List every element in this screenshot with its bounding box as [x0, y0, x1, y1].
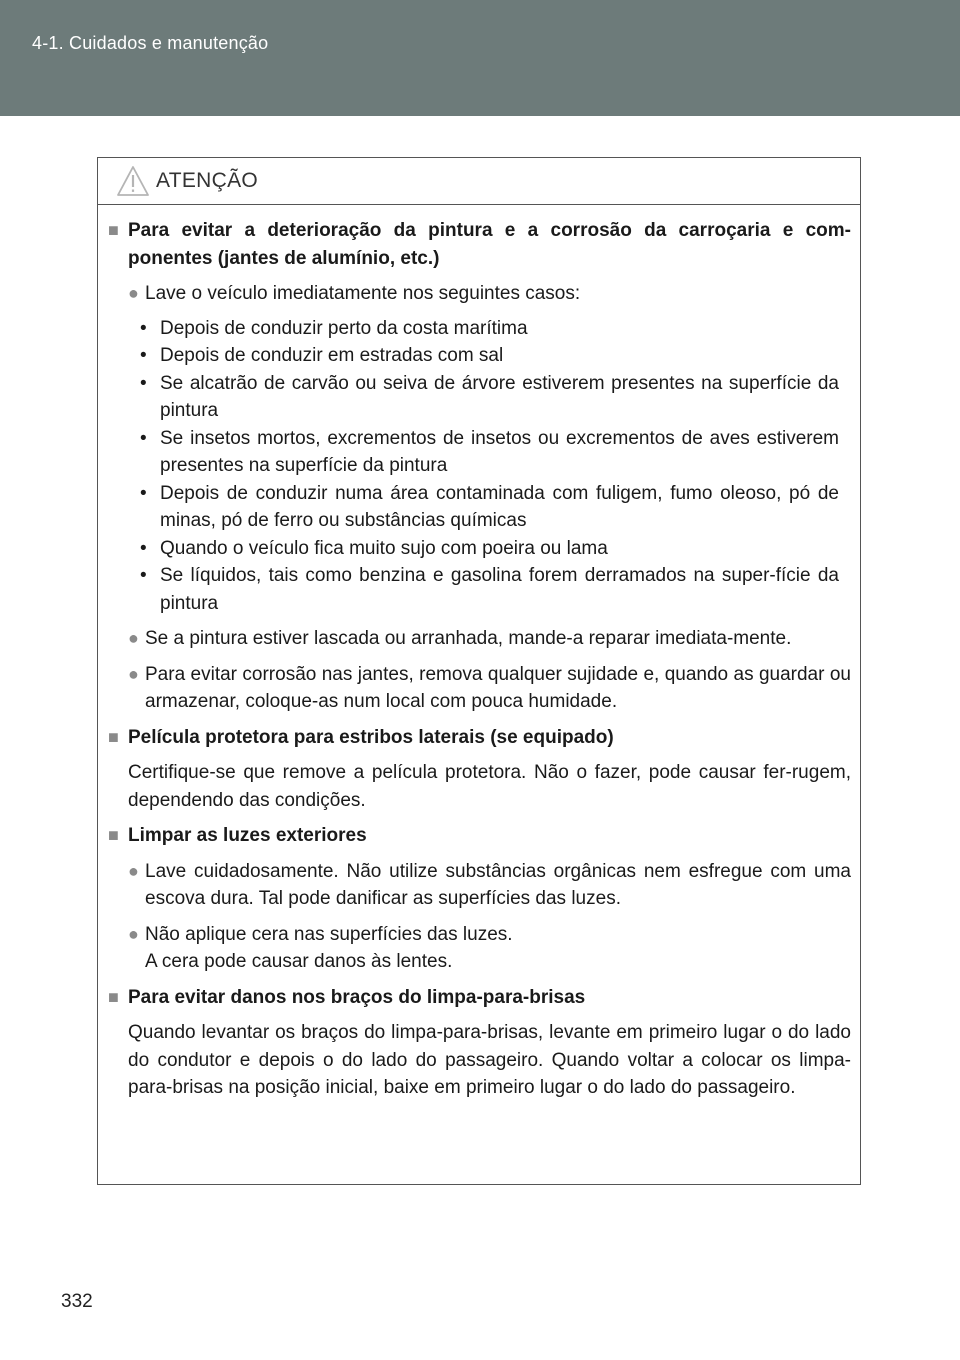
list-item: ● Não aplique cera nas superfícies das luzes. A cera pode causar danos às lentes.	[128, 921, 851, 976]
page-number: 332	[61, 1291, 93, 1312]
paragraph: Quando levantar os braços do limpa-para-brisas, levante em primeiro lugar o do lado do condutor e depois o do lado do passageiro. Quando voltar a colocar os limpa-para-brisas na posição inicial, baixe em primeiro lugar o do lado do passageiro.	[128, 1022, 851, 1098]
circle-bullet-icon: ●	[128, 628, 139, 648]
section-heading: ■ Para evitar a deterioração da pintura e a corrosão da carroçaria e com-ponentes (jantes de alumínio, etc.)	[108, 217, 851, 272]
warning-header	[98, 158, 860, 205]
circle-bullet-icon: ●	[128, 663, 139, 684]
circle-bullet-icon: ●	[128, 923, 139, 944]
paragraph: Certifique-se que remove a película protetora. Não o fazer, pode causar fer-rugem, dependendo das condições.	[128, 762, 851, 811]
section-heading: ■ Limpar as luzes exteriores	[108, 822, 851, 850]
sub-list-item: • Se insetos mortos, excrementos de insetos ou excrementos de aves estiverem presentes na superfície da pintura	[140, 427, 839, 476]
warning-title: ATENÇÃO	[156, 169, 259, 192]
square-bullet-icon: ■	[108, 825, 119, 845]
list-item: ● Se a pintura estiver lascada ou arranhada, mande-a reparar imediata-mente.	[128, 625, 851, 653]
sub-list-item: • Depois de conduzir numa área contaminada com fuligem, fumo oleoso, pó de minas, pó de ferro ou substâncias químicas	[140, 482, 839, 531]
square-bullet-icon: ■	[108, 220, 119, 240]
warning-body	[98, 205, 860, 1102]
section-title: 4-1. Cuidados e manutenção	[32, 33, 269, 53]
header-band	[0, 0, 960, 116]
square-bullet-icon: ■	[108, 726, 119, 747]
sub-list-item: • Quando o veículo fica muito sujo com poeira ou lama	[140, 537, 608, 559]
section-heading: ■ Película protetora para estribos laterais (se equipado)	[108, 724, 851, 752]
list-item: ● Lave cuidadosamente. Não utilize substâncias orgânicas nem esfregue com uma escova dura. Tal pode danificar as superfícies das luzes.	[128, 858, 851, 913]
sub-list-item: • Depois de conduzir em estradas com sal	[140, 345, 504, 366]
sub-list-item: • Se líquidos, tais como benzina e gasolina forem derramados na super-fície da pintura	[140, 565, 839, 614]
list-item: ● Lave o veículo imediatamente nos seguintes casos:	[128, 280, 851, 308]
warning-box	[97, 157, 861, 1185]
section-heading: ■ Para evitar danos nos braços do limpa-para-brisas	[108, 984, 851, 1012]
sub-list-item: • Depois de conduzir perto da costa marítima	[140, 317, 528, 339]
list-item: ● Para evitar corrosão nas jantes, remova qualquer sujidade e, quando as guardar ou armazenar, coloque-as num local com pouca humidade.	[128, 661, 851, 716]
square-bullet-icon: ■	[108, 986, 119, 1007]
circle-bullet-icon: ●	[128, 283, 139, 303]
circle-bullet-icon: ●	[128, 860, 139, 881]
warning-triangle-icon	[116, 165, 150, 197]
sub-list-item: • Se alcatrão de carvão ou seiva de árvore estiverem presentes na superfície da pintura	[140, 372, 839, 421]
sub-list	[138, 315, 851, 618]
